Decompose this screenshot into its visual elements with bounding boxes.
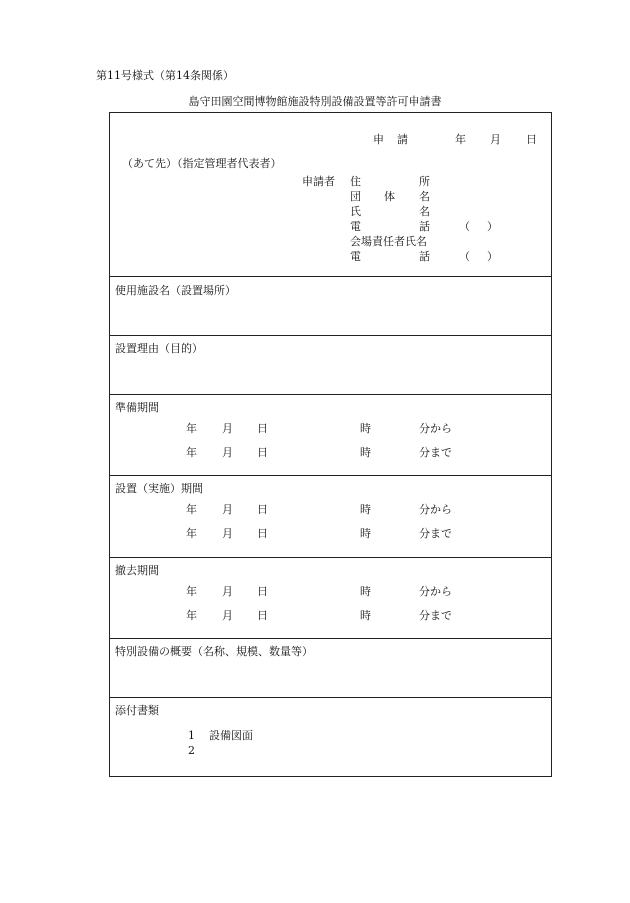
group-label-a: 団 <box>350 190 361 203</box>
prep-to-month: 月 <box>222 446 233 459</box>
phone2-paren-open: （ <box>459 250 470 263</box>
attachments-label: 添付書類 <box>115 704 159 717</box>
group-label-b: 体 <box>384 190 395 203</box>
install-period-label: 設置（実施）期間 <box>115 482 203 495</box>
phone-label-b: 話 <box>419 220 430 233</box>
install-to-month: 月 <box>222 527 233 540</box>
applicant-label: 申請者 <box>302 175 335 188</box>
attachment-1-number: 1 <box>188 729 195 742</box>
reason-label: 設置理由（目的） <box>115 342 203 355</box>
row-divider <box>110 475 551 476</box>
group-label-c: 名 <box>419 190 430 203</box>
phone2-label-b: 話 <box>419 250 430 263</box>
install-from-minute: 分から <box>419 503 452 516</box>
removal-to-hour: 時 <box>360 609 371 622</box>
phone2-paren-close: ） <box>487 250 498 263</box>
install-to-day: 日 <box>257 527 268 540</box>
row-divider <box>110 697 551 698</box>
prep-from-year: 年 <box>186 422 197 435</box>
name-label-a: 氏 <box>350 205 361 218</box>
removal-to-minute: 分まで <box>419 609 452 622</box>
removal-from-year: 年 <box>186 585 197 598</box>
install-from-year: 年 <box>186 503 197 516</box>
application-shin: 申 <box>373 133 384 146</box>
form-title: 島守田園空間博物館施設特別設備設置等許可申請書 <box>188 95 442 108</box>
prep-to-year: 年 <box>186 446 197 459</box>
removal-from-month: 月 <box>222 585 233 598</box>
prep-from-day: 日 <box>257 422 268 435</box>
prep-period-label: 準備期間 <box>115 401 159 414</box>
attachment-2-number: 2 <box>188 744 195 757</box>
removal-from-minute: 分から <box>419 585 452 598</box>
install-from-hour: 時 <box>360 503 371 516</box>
row-divider <box>110 638 551 639</box>
removal-period-label: 撤去期間 <box>115 564 159 577</box>
removal-to-day: 日 <box>257 609 268 622</box>
removal-to-year: 年 <box>186 609 197 622</box>
install-to-minute: 分まで <box>419 527 452 540</box>
removal-from-day: 日 <box>257 585 268 598</box>
row-divider <box>110 394 551 395</box>
phone-paren-open: （ <box>459 220 470 233</box>
attachment-1-text: 設備図面 <box>209 729 253 742</box>
application-year: 年 <box>455 133 466 146</box>
install-to-year: 年 <box>186 527 197 540</box>
address-label-b: 所 <box>419 175 430 188</box>
phone2-label-a: 電 <box>350 250 361 263</box>
phone-label-a: 電 <box>350 220 361 233</box>
venue-manager-label: 会場責任者氏名 <box>350 235 427 248</box>
application-month: 月 <box>490 133 501 146</box>
prep-to-hour: 時 <box>360 446 371 459</box>
application-table <box>109 112 552 777</box>
prep-to-minute: 分まで <box>419 446 452 459</box>
application-day: 日 <box>526 133 537 146</box>
facility-name-label: 使用施設名（設置場所） <box>115 284 236 297</box>
equipment-summary-label: 特別設備の概要（名称、規模、数量等） <box>115 645 313 658</box>
row-divider <box>110 276 551 277</box>
name-label-b: 名 <box>419 205 430 218</box>
prep-from-month: 月 <box>222 422 233 435</box>
addressee: （あて先）（指定管理者代表者） <box>122 157 282 170</box>
install-from-day: 日 <box>257 503 268 516</box>
removal-to-month: 月 <box>222 609 233 622</box>
address-label-a: 住 <box>350 175 361 188</box>
prep-to-day: 日 <box>257 446 268 459</box>
prep-from-hour: 時 <box>360 422 371 435</box>
form-number-label: 第11号様式（第14条関係） <box>96 69 234 82</box>
prep-from-minute: 分から <box>419 422 452 435</box>
phone-paren-close: ） <box>487 220 498 233</box>
install-from-month: 月 <box>222 503 233 516</box>
install-to-hour: 時 <box>360 527 371 540</box>
application-sei: 請 <box>397 133 408 146</box>
removal-from-hour: 時 <box>360 585 371 598</box>
row-divider <box>110 335 551 336</box>
row-divider <box>110 557 551 558</box>
